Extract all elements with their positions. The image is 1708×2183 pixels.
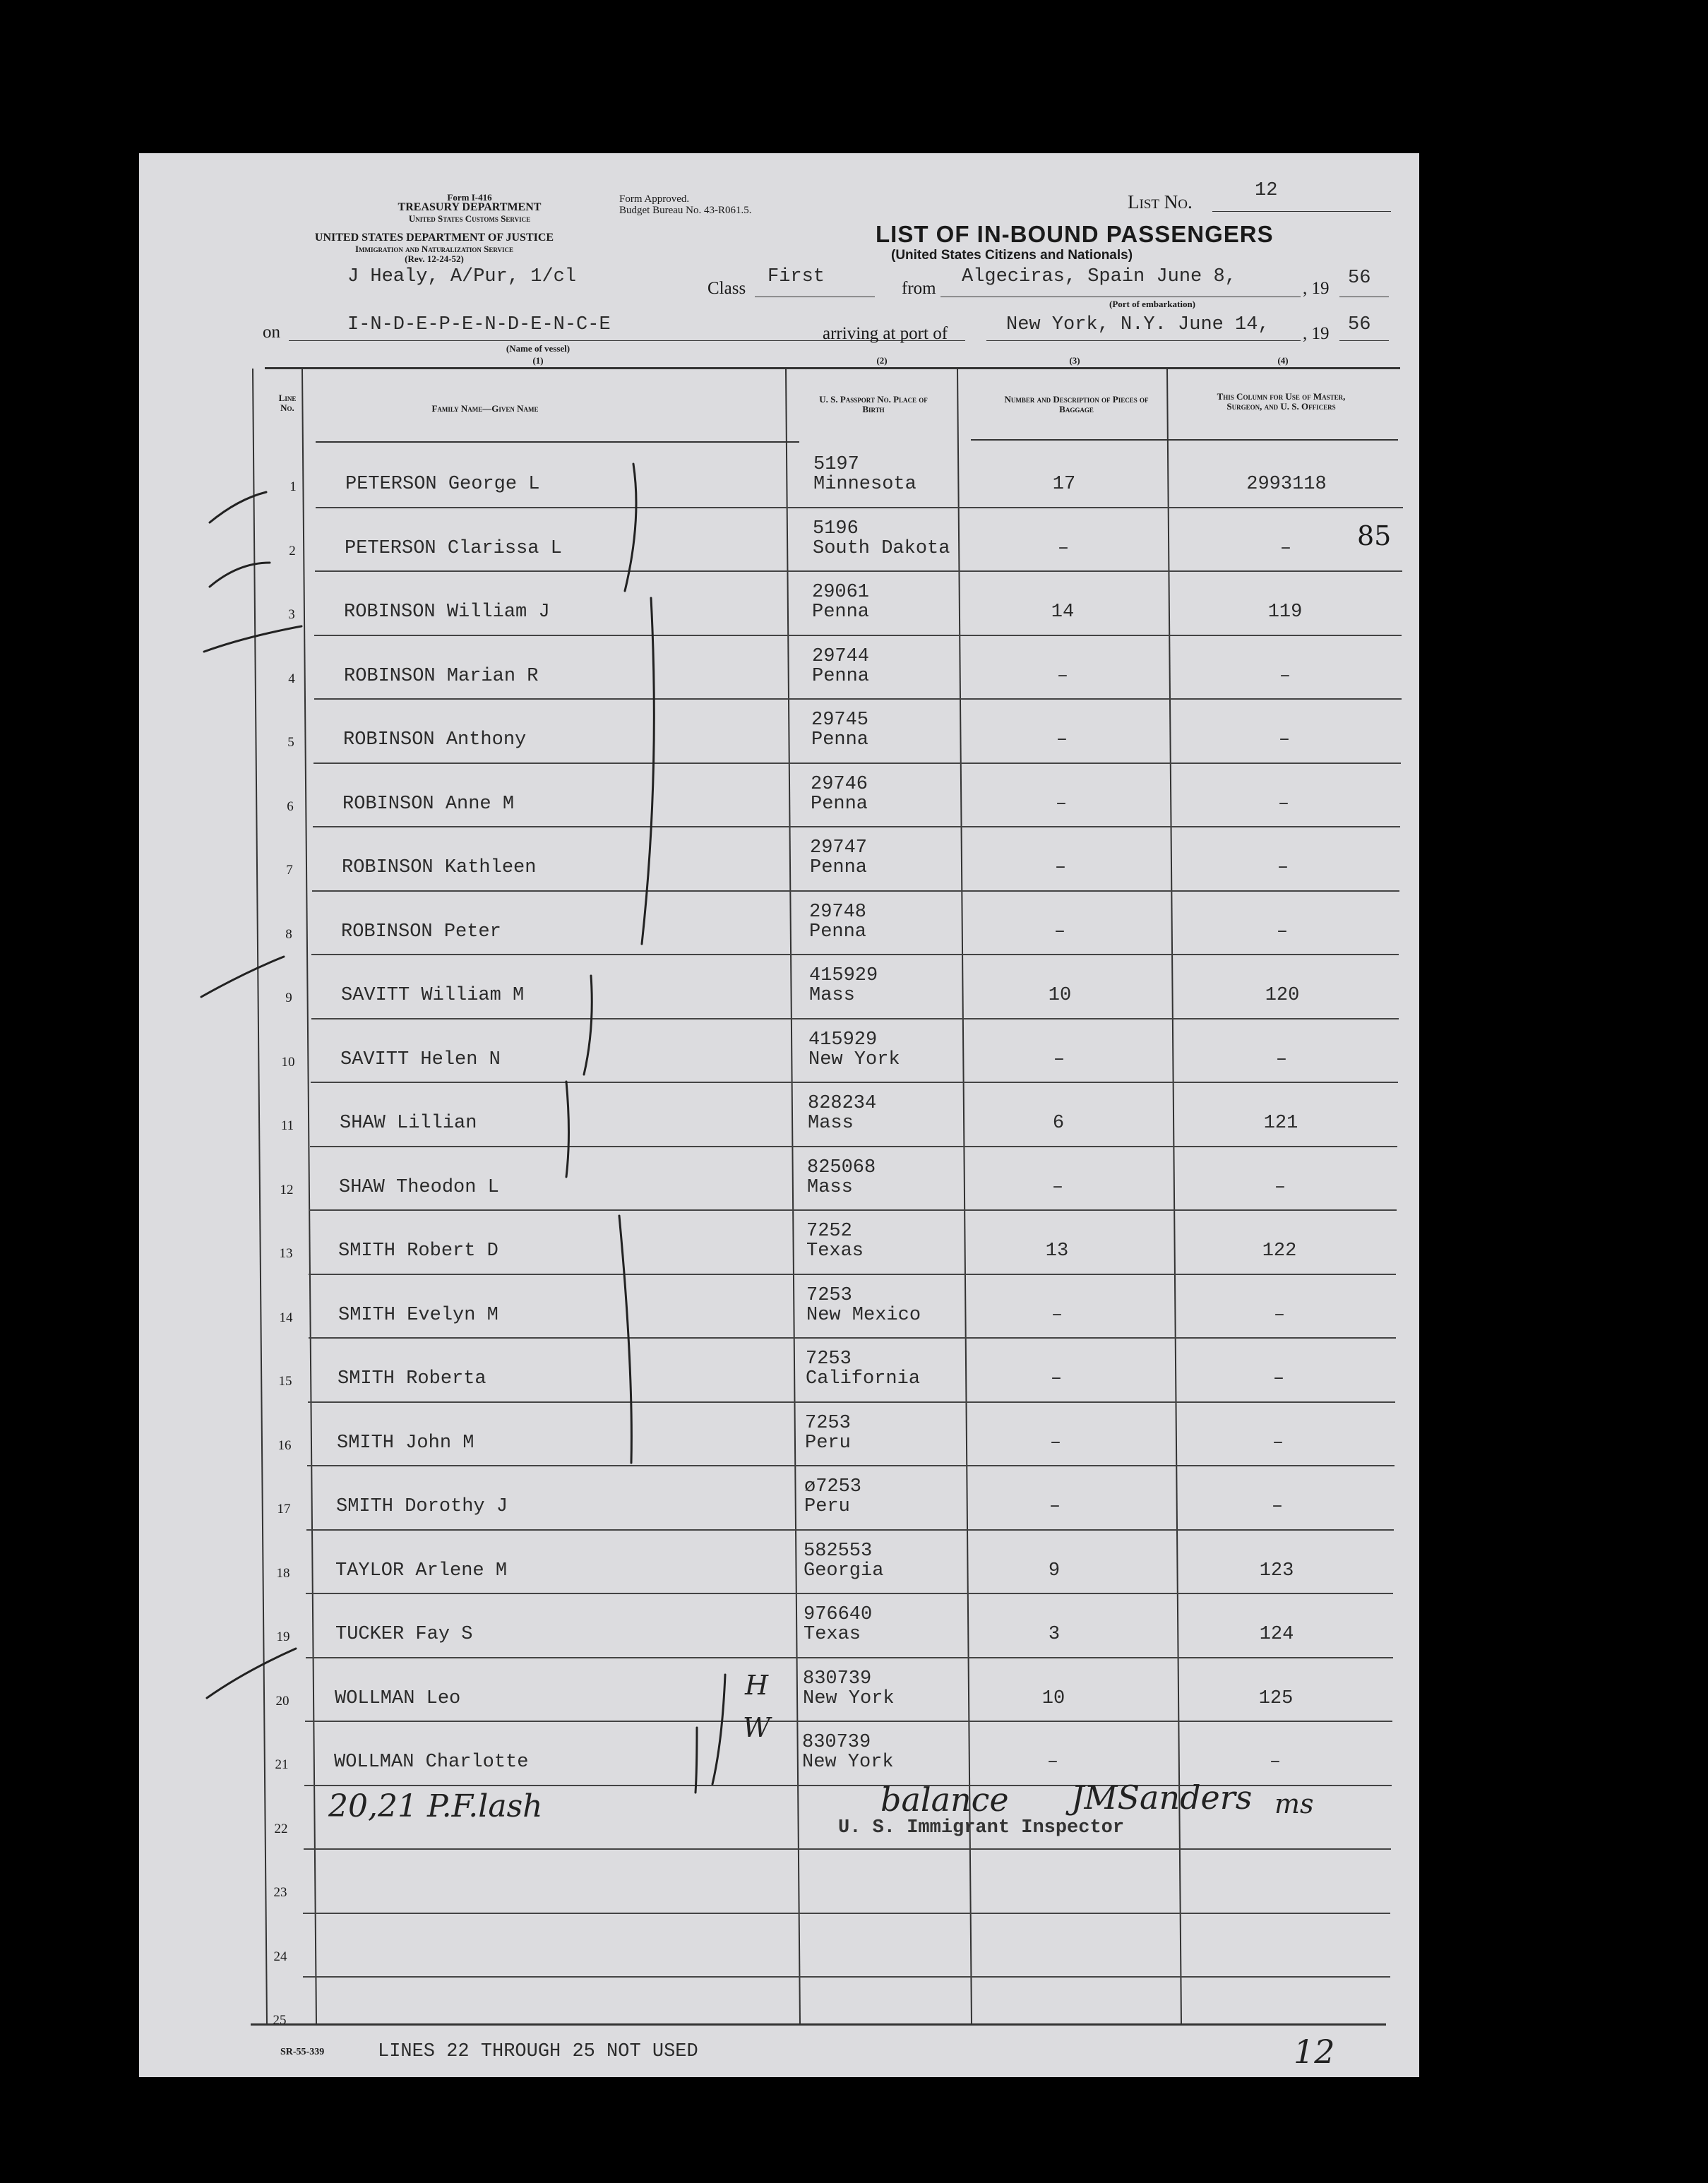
row-officer-use: – bbox=[1274, 1176, 1286, 1198]
row-passenger-name: ROBINSON Kathleen bbox=[342, 857, 537, 878]
form-title: LIST OF IN-BOUND PASSENGERS bbox=[876, 221, 1274, 247]
row-passenger-name: SAVITT Helen N bbox=[340, 1048, 501, 1070]
row-birthplace: Penna bbox=[812, 665, 870, 687]
port-embark-caption: (Port of embarkation) bbox=[1109, 299, 1196, 309]
row-passport-no: 825068 bbox=[807, 1156, 876, 1178]
row-line-number: 19 bbox=[276, 1629, 290, 1644]
row-birthplace: Penna bbox=[809, 921, 867, 943]
handwritten-ms: ms bbox=[1274, 1788, 1314, 1819]
header-passport: U. S. Passport No. Place of Birth bbox=[819, 394, 928, 414]
row-passenger-name: ROBINSON William J bbox=[344, 602, 550, 623]
row-passport-no: 5196 bbox=[813, 518, 859, 539]
row-line-number: 20 bbox=[275, 1693, 289, 1709]
row-baggage: – bbox=[1050, 1368, 1063, 1389]
row-birthplace: California bbox=[806, 1368, 921, 1389]
arrive-year: 56 bbox=[1348, 314, 1371, 335]
form-subtitle: (United States Citizens and Nationals) bbox=[891, 248, 1133, 263]
handwritten-signature: JMSanders bbox=[1071, 1778, 1253, 1817]
row-birthplace: Peru bbox=[805, 1432, 851, 1454]
row-line-number: 6 bbox=[287, 799, 294, 814]
row-baggage: – bbox=[1057, 537, 1070, 559]
row-baggage: 14 bbox=[1051, 602, 1075, 623]
row-officer-use: – bbox=[1275, 1048, 1288, 1070]
col1-marker: (1) bbox=[532, 355, 544, 366]
lines-not-used-note: LINES 22 THROUGH 25 NOT USED bbox=[378, 2041, 698, 2062]
row-passenger-name: WOLLMAN Leo bbox=[335, 1687, 461, 1709]
arrive-year-prefix: , 19 bbox=[1303, 324, 1330, 343]
row-officer-use: – bbox=[1277, 857, 1289, 878]
from-value: Algeciras, Spain June 8, bbox=[962, 266, 1236, 287]
row-baggage: 6 bbox=[1052, 1113, 1065, 1134]
row-passenger-name: ROBINSON Marian R bbox=[344, 665, 539, 687]
row-passport-no: 5197 bbox=[813, 454, 859, 475]
pen-marks bbox=[139, 153, 1419, 2077]
row-baggage: – bbox=[1051, 1304, 1063, 1326]
row-passport-no: 29748 bbox=[809, 901, 867, 923]
row-baggage: 3 bbox=[1048, 1624, 1061, 1645]
row-line-number: 14 bbox=[279, 1310, 293, 1325]
row-passport-no: 29746 bbox=[811, 773, 868, 795]
year-prefix: , 19 bbox=[1303, 279, 1330, 298]
row-birthplace: Georgia bbox=[804, 1560, 884, 1581]
form-code: SR-55-339 bbox=[280, 2047, 325, 2057]
handwritten-h: H bbox=[745, 1670, 769, 1701]
budget-bureau: Budget Bureau No. 43-R061.5. bbox=[619, 205, 752, 216]
row-line-number: 9 bbox=[285, 991, 292, 1005]
row-passport-no: ø7253 bbox=[804, 1476, 862, 1497]
row-line-number: 16 bbox=[277, 1437, 292, 1453]
list-no-label: List No. bbox=[1128, 191, 1193, 213]
row-baggage: 9 bbox=[1048, 1560, 1061, 1581]
handwritten-balance: balance bbox=[880, 1781, 1009, 1819]
row-birthplace: Penna bbox=[811, 729, 869, 750]
row-line-number: 5 bbox=[287, 735, 294, 750]
row-passport-no: 7253 bbox=[806, 1348, 852, 1370]
row-passenger-name: SMITH Robert D bbox=[338, 1240, 498, 1262]
row-officer-use: 120 bbox=[1265, 985, 1300, 1006]
row-line-number: 4 bbox=[288, 671, 295, 686]
row-birthplace: Penna bbox=[812, 602, 870, 623]
row-baggage: – bbox=[1053, 921, 1066, 943]
row-birthplace: Peru bbox=[804, 1496, 850, 1517]
row-officer-use: – bbox=[1272, 1432, 1284, 1454]
row-line-number: 21 bbox=[275, 1757, 289, 1772]
row-passenger-name: SMITH Roberta bbox=[338, 1368, 486, 1389]
form-approved: Form Approved. bbox=[619, 193, 690, 205]
on-label: on bbox=[263, 323, 280, 342]
row-officer-use: 123 bbox=[1259, 1560, 1294, 1581]
header-name: Family Name—Given Name bbox=[431, 403, 539, 414]
col2-marker: (2) bbox=[876, 355, 888, 366]
row-line-number: 15 bbox=[278, 1374, 292, 1389]
row-baggage: – bbox=[1056, 729, 1068, 750]
header-baggage: Number and Description of Pieces of Baggage bbox=[1004, 394, 1149, 414]
row-passenger-name: TUCKER Fay S bbox=[335, 1624, 473, 1645]
row-birthplace: South Dakota bbox=[813, 537, 950, 559]
row-baggage: 10 bbox=[1041, 1687, 1065, 1709]
row-birthplace: New York bbox=[808, 1048, 900, 1070]
row-passport-no: 415929 bbox=[808, 1029, 878, 1051]
row-officer-use: 125 bbox=[1258, 1687, 1294, 1709]
purser-name: J Healy, A/Pur, 1/cl bbox=[347, 266, 577, 287]
class-value: First bbox=[768, 266, 825, 287]
row-birthplace: Penna bbox=[811, 793, 868, 815]
row-officer-use: – bbox=[1277, 793, 1290, 815]
justice-department: UNITED STATES DEPARTMENT OF JUSTICE bbox=[314, 232, 554, 244]
row-officer-use: 121 bbox=[1263, 1113, 1298, 1134]
row-officer-use: 2993118 bbox=[1246, 474, 1327, 495]
row-officer-use: – bbox=[1279, 537, 1292, 559]
row-birthplace: Mass bbox=[809, 985, 855, 1006]
handwritten-20-21-note: 20,21 P.F.lash bbox=[328, 1788, 543, 1824]
page-mark: 12 bbox=[1294, 2033, 1335, 2071]
list-no-value: 12 bbox=[1255, 180, 1278, 201]
row-passenger-name: SMITH Dorothy J bbox=[336, 1496, 508, 1517]
row-passport-no: 7253 bbox=[806, 1284, 852, 1306]
row-passport-no: 29745 bbox=[811, 710, 869, 731]
row-line-number: 23 bbox=[273, 1885, 287, 1900]
row-baggage: 13 bbox=[1045, 1240, 1069, 1262]
row-passport-no: 7252 bbox=[806, 1221, 852, 1242]
row-line-number: 3 bbox=[288, 607, 295, 622]
row-baggage: 17 bbox=[1052, 474, 1076, 495]
row-baggage: 10 bbox=[1048, 985, 1072, 1006]
row-birthplace: Minnesota bbox=[813, 474, 916, 495]
row-line-number: 2 bbox=[289, 543, 296, 558]
row-baggage: – bbox=[1054, 857, 1067, 878]
row-passenger-name: ROBINSON Anne M bbox=[342, 793, 515, 815]
row-passport-no: 7253 bbox=[805, 1412, 851, 1434]
row-passenger-name: PETERSON George L bbox=[345, 474, 540, 495]
handwritten-w: W bbox=[743, 1712, 771, 1743]
row-passport-no: 29747 bbox=[810, 837, 868, 859]
header-line-no: Line No. bbox=[278, 393, 297, 413]
row-passport-no: 976640 bbox=[804, 1604, 873, 1625]
row-line-number: 10 bbox=[281, 1054, 295, 1070]
row-line-number: 13 bbox=[279, 1246, 293, 1261]
row-birthplace: New Mexico bbox=[806, 1304, 921, 1326]
from-year: 56 bbox=[1348, 268, 1371, 289]
row-line-number: 1 bbox=[289, 479, 297, 494]
row-officer-use: – bbox=[1278, 729, 1291, 750]
row-baggage: – bbox=[1056, 665, 1069, 687]
row-line-number: 22 bbox=[274, 1821, 288, 1836]
row-line-number: 25 bbox=[273, 2013, 287, 2028]
row-officer-use: – bbox=[1279, 665, 1291, 687]
row-baggage: – bbox=[1049, 1496, 1061, 1517]
row-line-number: 24 bbox=[273, 1949, 287, 1964]
row-officer-use: 124 bbox=[1259, 1624, 1294, 1645]
row-officer-use: – bbox=[1271, 1496, 1284, 1517]
row-birthplace: New York bbox=[803, 1687, 895, 1709]
row-passport-no: 415929 bbox=[809, 965, 878, 986]
class-label: Class bbox=[707, 279, 746, 298]
row-baggage: – bbox=[1046, 1752, 1059, 1773]
row-line-number: 8 bbox=[285, 926, 292, 942]
revision-date: (Rev. 12-24-52) bbox=[405, 253, 464, 264]
row-passenger-name: WOLLMAN Charlotte bbox=[334, 1752, 529, 1773]
inspector-label: U. S. Immigrant Inspector bbox=[838, 1817, 1125, 1838]
row-officer-use: – bbox=[1272, 1368, 1285, 1389]
row-officer-use: – bbox=[1273, 1304, 1286, 1326]
row-line-number: 12 bbox=[280, 1182, 294, 1197]
row-passport-no: 29744 bbox=[812, 645, 870, 667]
row-passport-no: 582553 bbox=[804, 1540, 873, 1562]
row-passenger-name: ROBINSON Peter bbox=[341, 921, 501, 943]
row-passenger-name: ROBINSON Anthony bbox=[343, 729, 527, 750]
row-line-number: 11 bbox=[280, 1118, 294, 1133]
header-officers: This Column for Use of Master, Surgeon, and U. S. Officers bbox=[1217, 391, 1346, 412]
customs-service: United States Customs Service bbox=[408, 213, 531, 224]
col4-marker: (4) bbox=[1277, 355, 1289, 366]
row-passport-no: 828234 bbox=[808, 1093, 877, 1114]
row-birthplace: Mass bbox=[807, 1176, 853, 1198]
row-birthplace: New York bbox=[802, 1752, 894, 1773]
row-officer-use: 122 bbox=[1262, 1240, 1297, 1262]
row-passenger-name: PETERSON Clarissa L bbox=[345, 537, 562, 559]
row-passenger-name: SHAW Theodon L bbox=[339, 1176, 499, 1198]
arriving-label: arriving at port of bbox=[823, 324, 948, 343]
row-passenger-name: TAYLOR Arlene M bbox=[335, 1560, 508, 1581]
form-sheet bbox=[139, 153, 1419, 2077]
row-passport-no: 29061 bbox=[812, 582, 870, 603]
row-officer-use: 119 bbox=[1267, 602, 1303, 623]
vessel-name: I-N-D-E-P-E-N-D-E-N-C-E bbox=[347, 314, 611, 335]
arriving-value: New York, N.Y. June 14, bbox=[1006, 314, 1270, 335]
margin-note-85: 85 bbox=[1357, 520, 1392, 551]
row-officer-use: – bbox=[1269, 1752, 1282, 1773]
row-passport-no: 830739 bbox=[802, 1732, 871, 1753]
row-line-number: 7 bbox=[286, 863, 293, 878]
row-line-number: 17 bbox=[277, 1502, 291, 1517]
row-passenger-name: SAVITT William M bbox=[341, 985, 525, 1006]
row-baggage: – bbox=[1053, 1048, 1065, 1070]
row-baggage: – bbox=[1049, 1432, 1062, 1454]
row-officer-use: – bbox=[1276, 921, 1289, 943]
row-passenger-name: SMITH Evelyn M bbox=[338, 1304, 498, 1326]
col3-marker: (3) bbox=[1069, 355, 1080, 366]
row-birthplace: Texas bbox=[804, 1624, 861, 1645]
from-label: from bbox=[902, 279, 936, 298]
row-baggage: – bbox=[1051, 1176, 1064, 1198]
row-birthplace: Mass bbox=[808, 1113, 854, 1134]
treasury-department: TREASURY DEPARTMENT bbox=[398, 201, 542, 213]
form-number: Form I-416 bbox=[447, 192, 492, 203]
row-baggage: – bbox=[1055, 793, 1068, 815]
row-passport-no: 830739 bbox=[803, 1668, 872, 1689]
row-passenger-name: SHAW Lillian bbox=[340, 1113, 477, 1134]
row-birthplace: Penna bbox=[810, 857, 868, 878]
row-passenger-name: SMITH John M bbox=[337, 1432, 474, 1454]
row-line-number: 18 bbox=[276, 1565, 290, 1581]
row-birthplace: Texas bbox=[806, 1240, 864, 1262]
vessel-caption: (Name of vessel) bbox=[506, 343, 571, 354]
immigration-service: Immigration and Naturalization Service bbox=[354, 244, 514, 254]
